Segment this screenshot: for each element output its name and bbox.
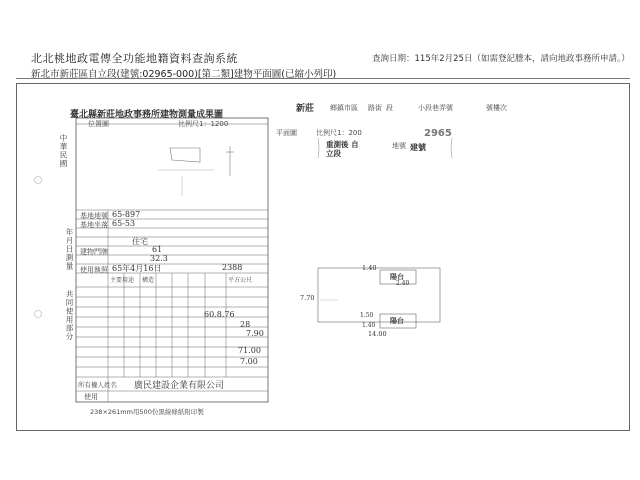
header-subtitle: 新北市新莊區自立段(建號:02965-000)[第二類]建物平面圖(已縮小列印) [31,69,337,80]
owner-name: 廣民建設企業有限公司 [134,381,225,391]
location-scale: 比例尺1：1200 [178,120,229,128]
plan-section: 段 [386,104,393,112]
plan-dim-mid: 1.40 [362,322,376,329]
hand-permit: 65年4月16日 [112,264,162,273]
hand-permit-no: 2388 [222,263,243,272]
registration-table [76,210,268,402]
plan-scale-label: 平面圖 [276,129,297,137]
hand-number: 32.3 [150,254,168,263]
hand-address: 61 [152,245,163,254]
plan-lane: 小段巷弄號 [418,104,453,112]
punch-hole-bottom [35,311,42,318]
header-title: 北北桃地政電傳全功能地籍資料查詢系統 [31,52,238,65]
label-structure: 構造 [142,277,155,284]
hand-area4: 71.00 [238,346,261,355]
plan-road: 路街 [368,104,382,112]
plan-floor: 號樓次 [486,104,507,112]
hand-use: 住宅 [132,237,148,246]
plan-dim-top: 1.40 [362,264,377,272]
plan-city: 新莊 [296,104,315,114]
label-address: 建物門牌 [80,248,108,256]
label-main-use: 主要用途 [110,277,135,284]
balcony-label-top: 陽台 [390,273,404,281]
punch-hole-top [35,177,42,184]
plan-scale-value: 比例尺1：200 [316,129,362,137]
hand-parcel: 65-897 [112,210,141,219]
plan-dim-small: 2.40 [396,280,410,287]
label-area: 平方公尺 [228,277,253,284]
stamp-text: 重測後 自立段 [326,140,359,158]
hand-area2: 28 [240,320,251,329]
footer-note: 238×261mm用500份黑線條紙附印製 [90,408,204,416]
hand-area5: 7.00 [240,357,258,366]
location-label: 位置圖 [88,120,109,128]
stamp-label: 建號 [410,143,426,152]
stamp-prefix: 地號 [392,142,406,150]
query-info: 查詢日期：115年2月25日（如需登記謄本，請向地政事務所申請。） [372,54,630,64]
label-location: 基地坐落 [80,221,108,229]
document-heading: 臺北縣新莊地政事務所建物測量成果圖 [70,110,224,120]
margin-survey-label: 年月日測量 [65,228,74,271]
label-permit: 使用執照 [80,266,108,274]
plan-dim-bottom: 14.00 [368,330,387,338]
location-sketch [170,148,200,162]
plan-dim-side: 1.50 [360,312,374,319]
stamp-number: 2965 [424,128,452,139]
hand-area: 60.8.76 [204,310,235,319]
label-owner: 所有權人姓名 [78,381,117,389]
plan-dim-left: 7.70 [300,294,315,302]
margin-shared-label: 共同使用部分 [65,290,74,341]
balcony-label-bottom: 陽台 [390,317,404,325]
hand-parcel2: 65-53 [112,219,136,228]
label-use: 使用 [84,393,98,401]
label-parcel: 基地地號 [80,212,108,220]
margin-date-label: 中華民國 [59,134,68,168]
floor-plan [318,268,440,328]
plan-district: 鄉鎮市區 [330,104,358,112]
hand-area3: 7.90 [246,329,264,338]
